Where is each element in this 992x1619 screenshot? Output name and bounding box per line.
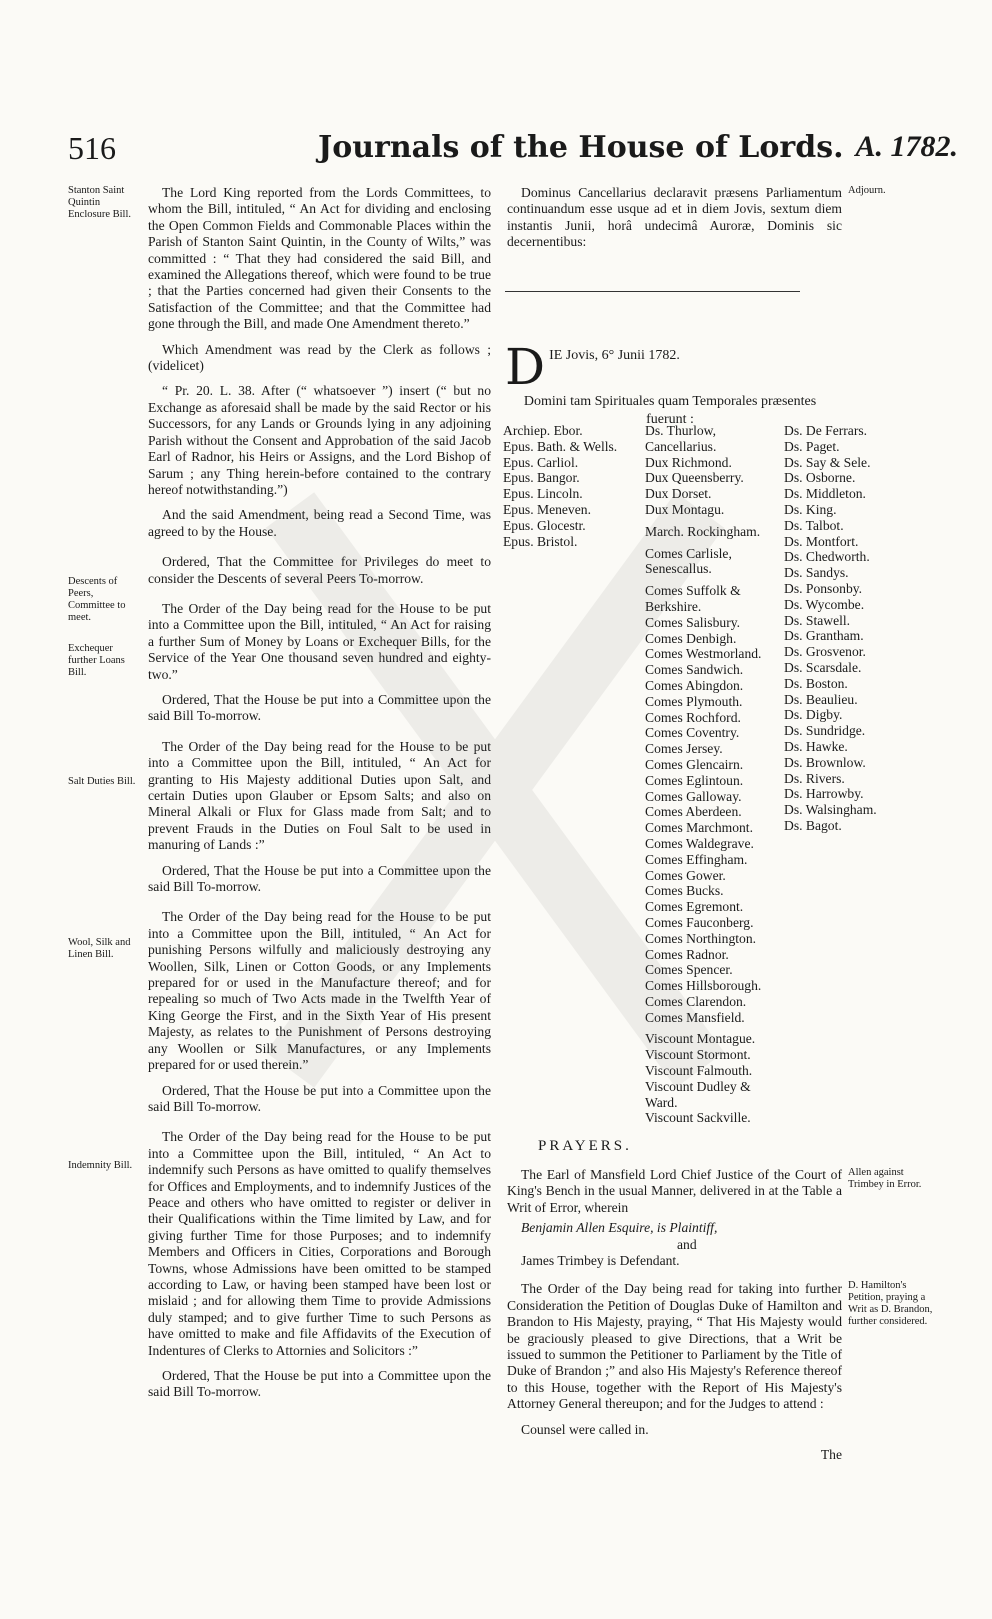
lord-entry: Archiep. Ebor. [503, 423, 583, 438]
adjournment-paragraph [507, 185, 842, 260]
lord-entry: Comes Radnor. [645, 946, 729, 962]
lord-entry: Epus. Carliol. [503, 454, 579, 470]
lord-entry: Comes Gower. [645, 867, 726, 883]
paragraph: Dominus Cancellarius declaravit præsens Parliamentum continuandum esse usque ad et in diem Jovis, sextum diem instantis Junii, horâ undecimâ Auroræ, Dominis sic decernentibus: [507, 185, 842, 250]
plaintiff-line: Benjamin Allen Esquire, is Plaintiff, [521, 1220, 718, 1236]
paragraph: The Lord King reported from the Lords Committees, to whom the Bill, intituled, “ An Act for dividing and enclosing the Open Common Fields and Commonable Places within the Parish of Stanton Saint Quintin, in the County of Wilts,” was committed : “ That they had considered the said Bill, and examined the Allegations thereof, which were found to be true ; that the Parties concerned had given their Consents to the Satisfaction of the Committee; and that the Committee had gone through the Bill, and made One Amendment thereto.” [148, 185, 491, 332]
paragraph: Counsel were called in. [521, 1421, 649, 1437]
lord-entry: Dux Dorset. [645, 486, 712, 502]
order-paragraph: Ordered, That the House be put into a Committee upon the said Bill To-morrow. [148, 1368, 491, 1400]
margin-note: Adjourn. [848, 185, 886, 196]
page-year: A. 1782. [855, 130, 958, 163]
lord-entry: Comes Egremont. [645, 899, 744, 915]
margin-note: Exchequer further Loans Bill. [68, 643, 125, 678]
lord-entry: Dux Queensberry. [645, 470, 744, 486]
defendant-line: James Trimbey is Defendant. [521, 1253, 680, 1269]
lord-entry: Comes Aberdeen. [645, 804, 742, 820]
lord-entry: Viscount Falmouth. [645, 1063, 753, 1079]
lord-entry: Viscount Dudley & Ward. [645, 1078, 751, 1110]
lord-entry: Comes Sandwich. [645, 662, 744, 678]
page-title: Journals of the House of Lords. [318, 130, 844, 165]
lord-entry: Comes Northington. [645, 930, 757, 946]
lord-entry: Epus. Bangor. [503, 470, 580, 486]
order-paragraph: Ordered, That the House be put into a Committee upon the said Bill To-morrow. [148, 1082, 491, 1114]
lord-entry: Ds. Sandys. [784, 565, 849, 581]
lord-entry: Ds. Montfort. [784, 533, 859, 549]
paragraph: And the said Amendment, being read a Second Time, was agreed to by the House. [148, 507, 491, 539]
lord-entry: March. Rockingham. [645, 523, 761, 539]
catchword: The [820, 1447, 842, 1463]
lord-entry: Comes Hillsborough. [645, 978, 762, 994]
lord-entry: Comes Salisbury. [645, 614, 741, 630]
lord-entry: Ds. Digby. [784, 707, 843, 723]
page-number: 516 [68, 130, 116, 166]
lords-list-temporal [645, 423, 785, 1126]
lord-entry: Ds. Wycombe. [784, 596, 865, 612]
lord-entry: Comes Rochford. [645, 709, 741, 725]
paragraph: The Order of the Day being read for the House to be put into a Committee upon the Bill, intituled, “ An Act for granting to His Majesty additional Duties upon Salt, and certain Duties upon Glauber or Epsom Salts; and also on Mineral Alkali or Flux for Glass made from Salt; and to prevent Frauds in the Duties on Foul Salt to be used in manuring of Lands :” [148, 738, 491, 853]
lord-entry: Comes Galloway. [645, 788, 742, 804]
lord-entry: Viscount Sackville. [645, 1110, 751, 1126]
order-paragraph: Ordered, That the House be put into a Committee upon the said Bill To-morrow. [148, 691, 491, 724]
lord-entry: Comes Fauconberg. [645, 914, 754, 930]
day-subheading: Domini tam Spirituales quam Temporales præsentes fuerunt : [523, 394, 817, 427]
lord-entry: Ds. Grantham. [784, 628, 864, 644]
lord-entry: Ds. Middleton. [784, 486, 866, 502]
paragraph: The Order of the Day being read for the House to be put into a Committee upon the Bill, intituled, “ An Act to indemnify such Persons as have omitted to qualify themselves for Offices and Employments, and to indemnify Justices of the Peace and others who have omitted to register or deliver in their Qualifications within the Time limited by Law, and for giving further Time for those Purposes; and to indemnify Members and Officers in Cities, Corporations and Borough Towns, whose Admissions have been omitted to be stamped according to Law, or having been stamped have been lost or mislaid ; and for allowing them Time to provide Admissions duly stamped; and to give further Time to such Persons as have omitted to make and file Affidavits of the Execution of Indentures of Clerks to Attornies and Solicitors :” [148, 1129, 491, 1358]
lord-entry: Comes Marchmont. [645, 820, 753, 836]
lord-entry: Ds. Rivers. [784, 770, 845, 786]
lord-entry: Comes Waldegrave. [645, 835, 754, 851]
prayers-section [507, 1167, 842, 1464]
paragraph: The Earl of Mansfield Lord Chief Justice of the Court of King's Bench in the usual Manner, delivered in at the Table a Writ of Error, wherein [507, 1167, 842, 1215]
lord-entry: Ds. Grosvenor. [784, 644, 866, 660]
lord-entry: Comes Coventry. [645, 725, 740, 741]
lord-entry: Comes Denbigh. [645, 630, 737, 646]
lord-entry: Ds. King. [784, 501, 837, 517]
lord-entry: Comes Plymouth. [645, 693, 743, 709]
lord-entry: Comes Bucks. [645, 883, 724, 899]
lord-entry: Ds. Say & Sele. [784, 454, 871, 470]
section-divider [505, 291, 800, 292]
lord-entry: Viscount Montague. [645, 1031, 756, 1047]
left-column [148, 185, 491, 1410]
lord-entry: Comes Westmorland. [645, 646, 762, 662]
order-paragraph: Ordered, That the House be put into a Committee upon the said Bill To-morrow. [148, 862, 491, 895]
lord-entry: Dux Montagu. [645, 501, 725, 517]
amendment-quote: “ Pr. 20. L. 38. After (“ whatsoever ”) insert (“ but no Exchange as aforesaid shall be made by the said Rector or his Successors, for any Lands or Grounds lying in any adjoining Parish without the Consent and Approbation of the said Jacob Earl of Radnor, his Heirs or Assigns, and the Lord Bishop of Sarum ; any Thing herein-before contained to the contrary hereof notwithstanding.”) [148, 383, 491, 497]
margin-note: D. Hamilton's Petition, praying a Writ as D. Brandon, further considered. [848, 1280, 933, 1327]
lord-entry: Comes Spencer. [645, 962, 733, 978]
lord-entry: Ds. Sundridge. [784, 723, 866, 739]
margin-note: Salt Duties Bill. [68, 776, 136, 787]
lord-entry: Dux Richmond. [645, 454, 732, 470]
paragraph: The Order of the Day being read for the House to be put into a Committee upon the Bill, intituled, “ An Act for punishing Persons wilfully and maliciously destroying any Woollen, Silk, Linen or Cotton Goods, or any Implements prepared for or used in the Manufacture thereof; and for repealing so much of Two Acts made in the Twelfth Year of King George the First, and in the Sixth Year of His present Majesty, as relates to the Punishment of Persons destroying any Woollen or Silk Manufactures, or any Implements prepared for or used therein.” [148, 909, 491, 1073]
lord-entry: Epus. Lincoln. [503, 486, 583, 502]
lord-entry: Ds. Talbot. [784, 517, 844, 533]
lord-entry: Ds. Walsingham. [784, 802, 877, 818]
lord-entry: Comes Mansfield. [645, 1009, 745, 1025]
lord-entry: Comes Eglintoun. [645, 772, 744, 788]
day-heading-text: IE Jovis, 6° Junii 1782. [549, 348, 680, 363]
lord-entry: Comes Effingham. [645, 851, 748, 867]
lord-entry: Ds. Ponsonby. [784, 580, 863, 596]
margin-note: Indemnity Bill. [68, 1160, 133, 1171]
prayers-heading: PRAYERS. [538, 1138, 632, 1154]
lord-entry: Ds. Hawke. [784, 738, 848, 754]
margin-note: Allen against Trimbey in Error. [848, 1167, 922, 1190]
lord-entry: Ds. Brownlow. [784, 754, 866, 770]
lord-entry: Ds. Harrowby. [784, 786, 864, 802]
lord-entry: Epus. Meneven. [503, 501, 591, 517]
lord-entry: Ds. Paget. [784, 438, 840, 454]
day-heading [505, 338, 835, 429]
lord-entry: Ds. De Ferrars. [784, 423, 868, 438]
lord-entry: Comes Jersey. [645, 741, 723, 757]
lord-entry: Ds. Stawell. [784, 612, 851, 628]
lord-entry: Comes Carlisle, Senescallus. [645, 545, 732, 577]
paragraph: Which Amendment was read by the Clerk as follows ; (videlicet) [148, 341, 491, 374]
lord-entry: Comes Glencairn. [645, 756, 744, 772]
drop-cap: D [505, 338, 546, 396]
lord-entry: Ds. Beaulieu. [784, 691, 858, 707]
lord-entry: Ds. Scarsdale. [784, 659, 862, 675]
margin-note: Stanton Saint Quintin Enclosure Bill. [68, 185, 131, 220]
paragraph: The Order of the Day being read for taking into further Consideration the Petition of Douglas Duke of Hamilton and Brandon to His Majesty, praying, “ That His Majesty would be graciously pleased to give Directions, that a Writ be issued to summon the Petitioner to Parliament by the Title of Duke of Brandon ;” and also His Majesty's Reference thereof to this House, together with the Report of His Majesty's Attorney General thereupon; and for the Judges to attend : [507, 1281, 842, 1412]
lords-list-barons [784, 423, 877, 834]
lord-entry: Comes Abingdon. [645, 677, 744, 693]
lord-entry: Ds. Thurlow, Cancellarius. [645, 423, 717, 454]
lord-entry: Epus. Bath. & Wells. [503, 438, 618, 454]
lord-entry: Ds. Chedworth. [784, 549, 870, 565]
margin-note: Wool, Silk and Linen Bill. [68, 937, 131, 960]
margin-note: Descents of Peers, Committee to meet. [68, 576, 126, 623]
lord-entry: Epus. Glocestr. [503, 517, 586, 533]
lord-entry: Comes Clarendon. [645, 993, 747, 1009]
lord-entry: Viscount Stormont. [645, 1047, 751, 1063]
lord-entry: Ds. Bagot. [784, 817, 842, 833]
lord-entry: Ds. Osborne. [784, 470, 856, 486]
lord-entry: Epus. Bristol. [503, 533, 578, 549]
lords-list-spiritual [503, 423, 617, 549]
and-line: and [677, 1236, 697, 1252]
lord-entry: Comes Suffolk & Berkshire. [645, 583, 741, 614]
lord-entry: Ds. Boston. [784, 675, 848, 691]
order-paragraph: Ordered, That the Committee for Privileges do meet to consider the Descents of several Peers To-morrow. [148, 554, 491, 586]
paragraph: The Order of the Day being read for the House to be put into a Committee upon the Bill, intituled, “ An Act for raising a further Sum of Money by Loans or Exchequer Bills, for the Service of the Year One thousand seven hundred and eighty-two.” [148, 600, 491, 682]
page-header [68, 130, 958, 170]
